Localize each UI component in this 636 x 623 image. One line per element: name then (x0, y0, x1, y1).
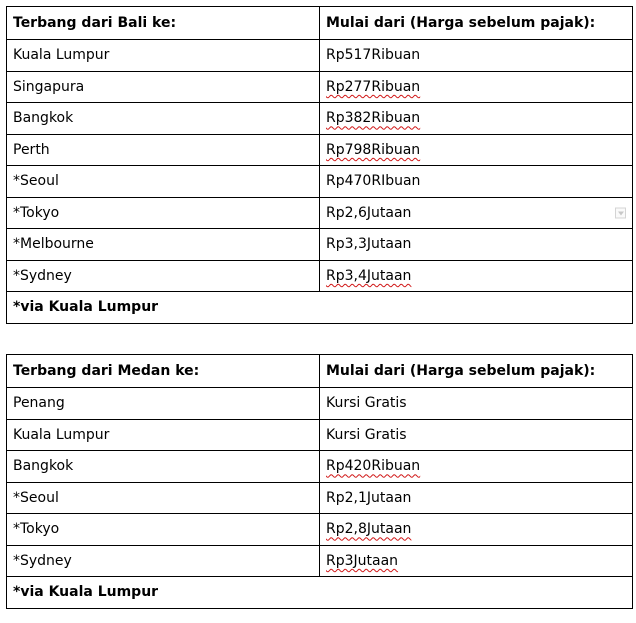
price-text: Rp2,6Jutaan (326, 204, 412, 221)
bali-fare-table (6, 6, 633, 324)
destination-cell: Perth (7, 134, 320, 166)
via-note: *via Kuala Lumpur (7, 292, 633, 324)
destination-cell: *Seoul (7, 166, 320, 198)
price-cell: Kursi Gratis (320, 388, 633, 420)
table-row (7, 419, 633, 451)
table-note-row (7, 577, 633, 609)
table-row (7, 514, 633, 546)
destination-cell: *Tokyo (7, 514, 320, 546)
price-text: Rp798Ribuan (326, 141, 421, 158)
table-row (7, 229, 633, 261)
price-cell: Kursi Gratis (320, 419, 633, 451)
price-cell-content (326, 205, 626, 221)
price-text: Rp3Jutaan (326, 552, 399, 569)
table-row (7, 134, 633, 166)
table-row (7, 388, 633, 420)
table-note-row (7, 292, 633, 324)
table-row (7, 451, 633, 483)
price-text: Rp420Ribuan (326, 458, 421, 475)
price-cell: Rp470RIbuan (320, 166, 633, 198)
table-row (7, 197, 633, 229)
destination-cell: *Sydney (7, 260, 320, 292)
destination-cell: *Seoul (7, 482, 320, 514)
destination-cell: Singapura (7, 71, 320, 103)
destination-cell: Kuala Lumpur (7, 40, 320, 72)
medan-fare-table (6, 354, 633, 609)
table-row (7, 260, 633, 292)
price-cell (320, 451, 633, 483)
price-text: Rp277Ribuan (326, 78, 421, 95)
price-cell (320, 103, 633, 135)
table-row (7, 482, 633, 514)
price-cell: Rp3,3Jutaan (320, 229, 633, 261)
price-cell (320, 260, 633, 292)
table-row (7, 166, 633, 198)
price-cell (320, 514, 633, 546)
destination-cell: *Sydney (7, 545, 320, 577)
destination-cell: Kuala Lumpur (7, 419, 320, 451)
header-price-cell: Mulai dari (Harga sebelum pajak): (320, 355, 633, 388)
price-text: Rp2,8Jutaan (326, 521, 412, 538)
price-cell (320, 197, 633, 229)
header-origin-cell: Terbang dari Bali ke: (7, 7, 320, 40)
destination-cell: Bangkok (7, 451, 320, 483)
destination-cell: Penang (7, 388, 320, 420)
table-row (7, 545, 633, 577)
destination-cell: Bangkok (7, 103, 320, 135)
table-row (7, 71, 633, 103)
price-text: Rp382Ribuan (326, 110, 421, 127)
header-price-cell: Mulai dari (Harga sebelum pajak): (320, 7, 633, 40)
table-header-row (7, 7, 633, 40)
destination-cell: *Tokyo (7, 197, 320, 229)
price-cell: Rp2,1Jutaan (320, 482, 633, 514)
price-cell (320, 71, 633, 103)
price-cell (320, 545, 633, 577)
dropdown-arrow-icon[interactable] (615, 207, 626, 218)
price-cell: Rp517Ribuan (320, 40, 633, 72)
table-header-row (7, 355, 633, 388)
table-row (7, 103, 633, 135)
destination-cell: *Melbourne (7, 229, 320, 261)
price-text: Rp3,4Jutaan (326, 267, 412, 284)
price-cell (320, 134, 633, 166)
header-origin-cell: Terbang dari Medan ke: (7, 355, 320, 388)
via-note: *via Kuala Lumpur (7, 577, 633, 609)
table-row (7, 40, 633, 72)
